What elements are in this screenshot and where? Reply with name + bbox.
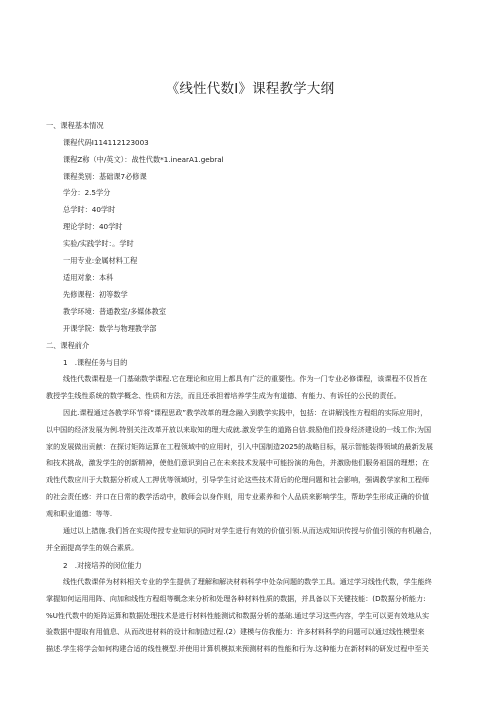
info-line: 理论学时：40学时 xyxy=(63,222,123,231)
paragraph-line: 通过以上措施.我们旨在实现传授专业知识的同时对学生进行有效的价值引领.从而达成知识传授与价值引领的有机融合， xyxy=(63,526,437,535)
section-heading-basic-info: 一、课程基本情况 xyxy=(46,121,104,130)
paragraph-line: 描述.学生将学会如何构建合适的线性模型.并使用计算机模拟来预测材料的性能和行为.这种能力在新材料的研发过程中至关 xyxy=(46,644,429,654)
paragraph-line: 因此.课程通过各教学环节将“课程思政”教学改革的理念融入到教学实践中，包括：在讲解浅性方程组的实际应用时， xyxy=(63,408,428,417)
paragraph-line: 的社会责任感：并口在日常的教学活动中，教师会以身作则，用专业素养和个人品质来影响学生，帮助学生形成正确的价值 xyxy=(46,491,430,501)
info-line: 总学时：40学时 xyxy=(63,205,116,214)
subsection-heading-abilities: 2 .对接培养的闵位能力 xyxy=(63,561,142,570)
info-line: 先修课程：初等数学 xyxy=(63,290,128,299)
paragraph-abilities xyxy=(46,574,460,658)
paragraph-line: 以中国的经济发展为例.特别关注改革开放以来取知的理大成就.激发学生的道路自信.鼓励他们投身经济建设的一线工作;为国 xyxy=(46,424,432,434)
paragraph-line: 戏性代数应川于大数据分析或人工押优等领域时，引导学生讨论这些技术背后的伦理问题和社会影响，强调教学家和工程师 xyxy=(46,475,430,485)
paragraph-line: 观和职业道德：等等. xyxy=(46,508,113,518)
info-line: 课程Z称（中/英文）：战性代数*1.inearA1.gebral xyxy=(63,155,224,164)
info-line: 教学环境：普通教室/多媒体教室 xyxy=(63,307,167,316)
paragraph-line: 线性代数课程是一门基础数学课程.它在理论和应用上都具有广泛的重要性。作为一门专业必修课程，该课程不仅旨在 xyxy=(63,374,428,383)
subsection-heading-task-purpose: 1 .课程任务与目的 xyxy=(63,358,128,367)
info-line: 适用对象：本科 xyxy=(63,273,114,282)
paragraph-line: 家的发展做出贡献：在探讨矩阵运算在工程领域中的应用时，引入中国制造2025的战略目标，展示智能装得领域的最新发展 xyxy=(46,441,433,451)
paragraph-ideology-reform xyxy=(46,405,460,523)
info-line: 开课学院：数学与物理教学部 xyxy=(63,324,157,333)
paragraph-line: 和技术挑战，激发学生的创新精神，使他们意识到自己在未来技术发展中可能扮演的角色，并激励他们服务祖国的理想；在 xyxy=(46,458,430,468)
info-line: 实验/实践学时：。学时 xyxy=(63,239,134,248)
info-line: 一用专业:金属材料工程 xyxy=(63,256,138,265)
paragraph-line: 验数据中提取有用值息、从而改进材料的设计和制造过程.(2）建模与仿我能力：许多材料科学的问题可以通过线性模型来 xyxy=(46,627,425,637)
paragraph-line: 线性代数课佯为材料相关专业的学生提供了理解和解决材料科学中处杂问题的数学工具。通过学习线性代数，学生能终 xyxy=(63,577,432,586)
paragraph-measures-summary xyxy=(46,523,460,557)
paragraph-line: 教授学生线性系统的数学概念、性质和方法，而且还承担着培养学生成为有道德、有能力、有诉任的公民的责任。 xyxy=(46,390,401,400)
info-line: 学分：2.5学分 xyxy=(63,188,111,197)
paragraph-course-overview xyxy=(46,371,460,405)
info-line: 课程代码I114112123003 xyxy=(63,138,149,147)
paragraph-line: %U性代数中的矩阵运算和数据处理技术是进行材料性能测试和数据分析的基础.通过学习这些内容，学生可以更有效地从实 xyxy=(46,610,430,620)
section-heading-course-intro: 二、课程前介 xyxy=(46,341,90,350)
paragraph-line: 并全面提高学生的娱合素质。 xyxy=(46,542,139,552)
paragraph-line: 掌握如何运用用阵、向加和线性方程组等概念来分析和处理各种材料性质的数据，并具备以下关键技能：(D数据分析能力: xyxy=(46,593,426,603)
document-title: 《线性代数I》课程教学大纲 xyxy=(165,81,335,97)
info-line: 课程类别：基础课7必修课 xyxy=(63,172,147,181)
